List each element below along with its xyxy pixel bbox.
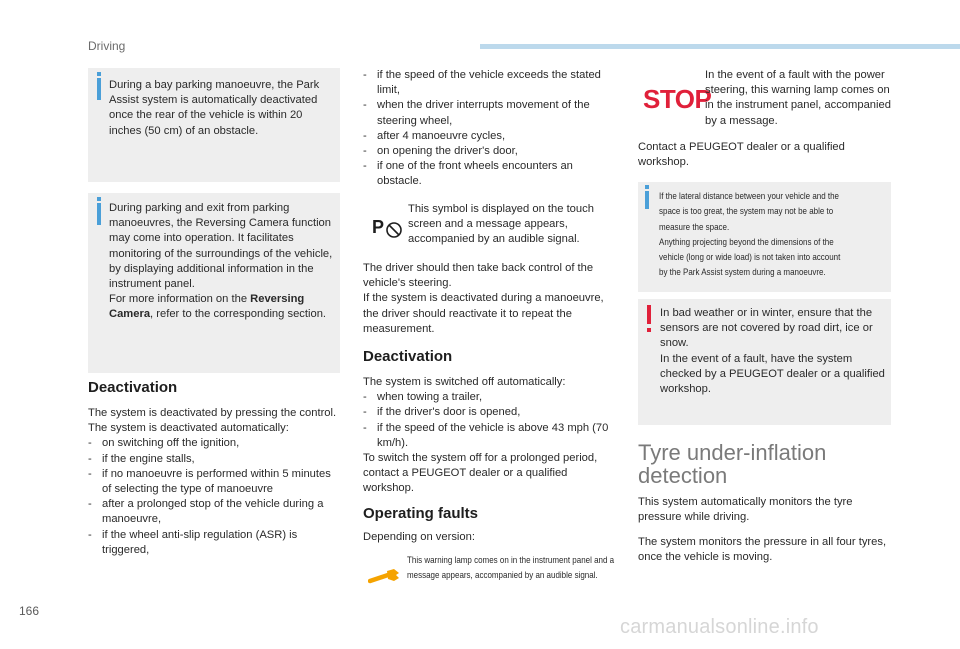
info-box-reversing-camera: [88, 193, 340, 373]
list-item: - on opening the driver's door,: [363, 144, 618, 159]
header-bar: [480, 44, 960, 49]
deactivation-list: [88, 436, 340, 558]
info-box-more: For more information on the Reversing Camera, refer to the corresponding section.: [109, 293, 327, 321]
section-title: Driving: [88, 39, 126, 53]
faults-intro: Depending on version:: [363, 531, 475, 543]
info-box-park-assist: [88, 68, 340, 182]
info-icon: [97, 203, 101, 225]
wrench-icon: [368, 566, 402, 586]
list-item: - after 4 manoeuvre cycles,: [363, 129, 618, 144]
info-box-text: During parking and exit from parking manoeuvres, the Reversing Camera function may come into operation. It facilitates monitoring of the surroundings of the vehicle, by displaying additional information in the instrument panel.: [109, 202, 333, 291]
info-box-text: During a bay parking manoeuvre, the Park Assist system is automatically deactivated once the rear of the vehicle is within 20 inches (50 cm) of an obstacle.: [109, 79, 320, 137]
list-item: - if the speed of the vehicle is above 43 mph (70 km/h).: [363, 421, 621, 451]
info-box-lateral-distance: If the lateral distance between your vehicle and the space is too great, the system may not be able to measure the space. Anything projecting beyond the dimensions of the vehicle (long or wide load) is not taken into account by the Park Assist system during a manoeuvre.: [638, 182, 891, 292]
deactivation-para: The system is deactivated automatically:: [88, 422, 289, 435]
list-item: - if the engine stalls,: [88, 452, 340, 467]
operating-faults-heading: Operating faults: [363, 505, 479, 522]
tyre-para-2: The system monitors the pressure in all four tyres, once the vehicle is moving.: [638, 536, 887, 564]
switch-off-list: [363, 390, 621, 451]
list-item: - when towing a trailer,: [363, 390, 621, 405]
svg-text:P: P: [372, 217, 385, 237]
stop-text: In the event of a fault with the power steering, this warning lamp comes on in the instrument panel, accompanied by a message.: [705, 69, 891, 127]
warning-text: In bad weather or in winter, ensure that the sensors are not covered by road dirt, ice or snow.: [660, 307, 873, 350]
list-item: - after a prolonged stop of the vehicle during a manoeuvre,: [88, 497, 340, 527]
paragraph: The driver should then take back control of the vehicle's steering.: [363, 262, 594, 290]
paragraph: If the system is deactivated during a manoeuvre, the driver should reactivate it to repeat the measurement.: [363, 292, 604, 335]
deactivation-continued: [363, 68, 618, 190]
watermark: carmanualsonline.info: [620, 616, 819, 638]
symbol-text: This symbol is displayed on the touch screen and a message appears, accompanied by an audible signal.: [408, 203, 594, 246]
list-item: - when the driver interrupts movement of the steering wheel,: [363, 98, 618, 128]
list-item: - if one of the front wheels encounters an obstacle.: [363, 159, 618, 189]
list-item: - if the driver's door is opened,: [363, 405, 621, 420]
deactivation-para: The system is deactivated by pressing the control.: [88, 407, 337, 419]
auto-deactivation-list: [363, 68, 618, 190]
deactivation-heading: Deactivation: [88, 379, 178, 396]
driver-control-text: [363, 261, 618, 337]
info-icon: [645, 191, 649, 209]
warning-box-sensors: [638, 299, 891, 425]
deactivation-2-text: [363, 375, 621, 497]
warning-text: In the event of a fault, have the system checked by a PEUGEOT dealer or a qualified workshop.: [660, 352, 885, 396]
list-item: - on switching off the ignition,: [88, 436, 340, 451]
faults-lamp-text: This warning lamp comes on in the instrument panel and a message appears, accompanied by an audible signal.: [407, 555, 615, 581]
info-icon: [97, 78, 101, 100]
list-item: - if the speed of the vehicle exceeds the stated limit,: [363, 68, 618, 98]
tyre-heading: Tyre under-inflation detection: [638, 440, 827, 488]
warning-icon: [647, 305, 651, 324]
deactivation-heading-2: Deactivation: [363, 348, 453, 365]
park-assist-symbol-icon: [372, 213, 404, 241]
page-number: 166: [19, 604, 40, 618]
list-item: - if no manoeuvre is performed within 5 minutes of selecting the type of manoeuvre: [88, 467, 340, 497]
tyre-para-1: This system automatically monitors the tyre pressure while driving.: [638, 496, 853, 524]
paragraph: The system is switched off automatically:: [363, 376, 566, 388]
reversing-camera-ref: Reversing Camera: [109, 293, 305, 321]
paragraph: To switch the system off for a prolonged period, contact a PEUGEOT dealer or a qualified workshop.: [363, 452, 598, 495]
contact-text: Contact a PEUGEOT dealer or a qualified workshop.: [638, 141, 845, 169]
deactivation-text: [88, 406, 340, 558]
list-item: - if the wheel anti-slip regulation (ASR) is triggered,: [88, 528, 340, 558]
stop-warning-icon: STOP: [643, 84, 712, 114]
